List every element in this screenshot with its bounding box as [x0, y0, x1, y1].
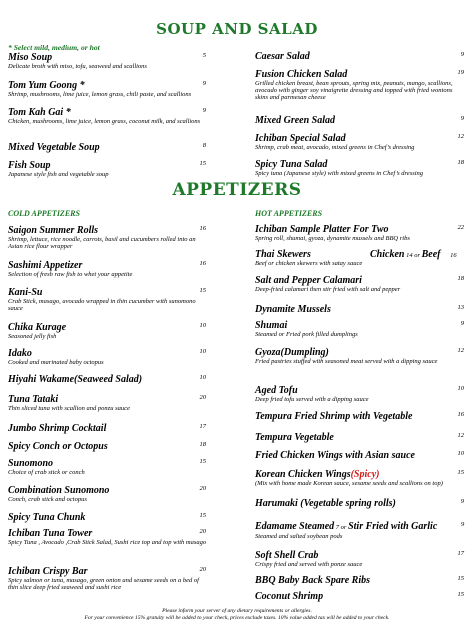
- menu-item-price: 17: [457, 550, 464, 557]
- menu-item-price: 18: [457, 159, 464, 166]
- menu-item-price: 10: [457, 385, 464, 392]
- menu-item: [8, 565, 208, 591]
- menu-item-description: Steamed or Fried pork filled dumplings: [255, 331, 358, 338]
- hot-appetizers-heading: HOT APPETIZERS: [255, 209, 323, 218]
- menu-item-price: 19: [457, 69, 464, 76]
- menu-item-price: 9: [460, 320, 464, 327]
- appetizers-title: APPETIZERS: [172, 180, 302, 200]
- menu-item-price: 10: [457, 450, 464, 457]
- menu-item-name: Fusion Chicken Salad: [255, 69, 348, 80]
- menu-item-name: Kani-Su: [8, 287, 43, 298]
- menu-item-name: Chika Kurage: [8, 322, 67, 333]
- menu-item-description: Spicy tuna (Japanese style) with mixed greens in Chef’s dressing: [255, 170, 424, 177]
- menu-item-description: Spicy salmon or tuna, masago, green onion and sesame seeds on a bed of thin slice deep fried seaweed and sushi rice: [8, 577, 199, 592]
- menu-item-name: Tempura Fried Shrimp with Vegetable: [255, 411, 413, 422]
- menu-item-price: 22: [457, 224, 464, 231]
- menu-item-name: Miso Soup: [8, 52, 53, 63]
- menu-item: [8, 51, 208, 70]
- menu-item: [8, 527, 208, 546]
- menu-item-description: Thin sliced tuna with scallion and ponzu sauce: [8, 405, 130, 412]
- menu-item-price: 17: [199, 423, 206, 430]
- menu-item-price: 12: [457, 133, 464, 140]
- menu-item-name: Spicy Tuna Chunk: [8, 512, 86, 523]
- menu-item-price: 9: [202, 80, 206, 87]
- menu-item-name: Dynamite Mussels: [255, 304, 331, 315]
- menu-item-price: 9: [460, 115, 464, 122]
- menu-item: [8, 484, 208, 503]
- menu-item-price: 20: [199, 485, 206, 492]
- menu-item: [255, 223, 465, 242]
- menu-item-name: Mixed Green Salad: [255, 115, 335, 126]
- menu-item-price: 15: [457, 575, 464, 582]
- menu-item: [255, 303, 465, 315]
- menu-item-price: 18: [457, 275, 464, 282]
- stir-fried-option: Stir Fried with Garlic: [348, 521, 438, 532]
- menu-item-price: 5: [202, 52, 206, 59]
- menu-item: [8, 106, 208, 125]
- menu-item-price: 15: [457, 591, 464, 598]
- menu-item-price: 15: [457, 469, 464, 476]
- menu-item: [8, 511, 208, 523]
- menu-item-description: Japanese style fish and vegetable soup: [8, 171, 109, 178]
- menu-item-description: Shrimp, mushrooms, lime juice, lemon grass, chili paste, and scallions: [8, 91, 192, 98]
- menu-item-price: 9: [460, 51, 464, 58]
- menu-item: [8, 159, 208, 178]
- thai-skewers-options: [370, 248, 457, 261]
- menu-item: [8, 79, 208, 98]
- menu-item-price: 10: [199, 348, 206, 355]
- menu-item-name: Tempura Vegetable: [255, 432, 334, 443]
- menu-item-name: Korean Chicken Wings: [255, 469, 351, 480]
- menu-item-name: Tom Yum Goong *: [8, 80, 85, 91]
- menu-item-price: 16: [199, 260, 206, 267]
- menu-item: [255, 68, 465, 102]
- menu-item: [8, 457, 208, 476]
- menu-item-name: Mixed Vegetable Soup: [8, 142, 100, 153]
- menu-item: [255, 248, 465, 267]
- menu-item-name: Gyoza(Dumpling): [255, 347, 329, 358]
- menu-item-description: Spicy Tuna , Avocado ,Crab Stick Salad, Sushi rice top and top with masago: [8, 539, 207, 546]
- menu-item-name: Saigon Summer Rolls: [8, 225, 99, 236]
- menu-item: [255, 431, 465, 443]
- chicken-price: 14: [404, 252, 415, 259]
- menu-item-description: Beef or chicken skewers with satay sauce: [255, 260, 363, 267]
- edamame-options: [334, 516, 437, 533]
- menu-item-price: 13: [457, 304, 464, 311]
- menu-item-description: Delicate broth with miso, tofu, seaweed and scallions: [8, 63, 147, 70]
- menu-item: [8, 347, 208, 366]
- menu-item: [8, 393, 208, 412]
- menu-item-price: 20: [199, 566, 206, 573]
- menu-item-description: (Mix with home made Korean sauce, sesame seeds and scallions on top): [255, 480, 443, 487]
- menu-item: [255, 574, 465, 586]
- menu-item: [255, 158, 465, 177]
- menu-item-price: 10: [199, 374, 206, 381]
- menu-item: [255, 549, 465, 568]
- menu-item: [255, 274, 465, 293]
- menu-item-name: Tom Kah Gai *: [8, 107, 71, 118]
- menu-item: [255, 384, 465, 403]
- menu-item-description: Cooked and marinated baby octopus: [8, 359, 104, 366]
- menu-item-name: Idako: [8, 348, 32, 359]
- menu-item-name: Thai Skewers: [255, 249, 311, 260]
- menu-item-description: Choice of crab stick or conch: [8, 469, 85, 476]
- allergy-note: Please inform your server of any dietary requirements or allergies.: [162, 608, 312, 614]
- menu-item-name: Combination Sunomono: [8, 485, 110, 496]
- menu-item: [255, 319, 465, 338]
- menu-item-name: Fried Chicken Wings with Asian sauce: [255, 450, 415, 461]
- menu-item: [255, 520, 465, 540]
- menu-item-name: Salt and Pepper Calamari: [255, 275, 362, 286]
- menu-item-price: 15: [199, 458, 206, 465]
- menu-item: [255, 410, 465, 422]
- menu-item-name: Spicy Conch or Octopus: [8, 441, 108, 452]
- menu-item-price: 12: [457, 432, 464, 439]
- menu-item: [8, 321, 208, 340]
- menu-item-name: Edamame Steamed: [255, 521, 335, 532]
- select-spice-note: * Select mild, medium, or hot: [8, 43, 100, 52]
- menu-item-name: Ichiban Crispy Bar: [8, 566, 88, 577]
- menu-item-name: Spicy Tuna Salad: [255, 159, 328, 170]
- cold-appetizers-heading: COLD APPETIZERS: [8, 209, 80, 218]
- menu-item: [255, 50, 465, 62]
- menu-item-description: Seasoned jelly fish: [8, 333, 57, 340]
- soup-and-salad-title: SOUP AND SALAD: [156, 20, 318, 38]
- beef-option: Beef: [421, 249, 441, 260]
- beef-price: 16: [448, 252, 457, 259]
- menu-item-name: Aged Tofu: [255, 385, 298, 396]
- menu-item-name: Sunomono: [8, 458, 54, 469]
- menu-item-description: Selection of fresh raw fish to whet your appetite: [8, 271, 133, 278]
- menu-item: [255, 114, 465, 126]
- menu-item-name: Tuna Tataki: [8, 394, 59, 405]
- menu-item-price: 15: [199, 160, 206, 167]
- steamed-price: 7: [334, 524, 341, 531]
- menu-item-name: Sashimi Appetizer: [8, 260, 83, 271]
- menu-item-description: Deep-fried calamari then stir fried with salt and pepper: [255, 286, 401, 293]
- menu-item-price: 15: [199, 287, 206, 294]
- menu-item-name: Coconut Shrimp: [255, 591, 324, 602]
- menu-item-name: Ichiban Special Salad: [255, 133, 346, 144]
- menu-item-name: Jumbo Shrimp Cocktail: [8, 423, 107, 434]
- menu-item-price: 12: [457, 347, 464, 354]
- menu-item-description: Chicken, mushrooms, lime juice, lemon grass, coconut milk, and scallions: [8, 118, 201, 125]
- menu-item-price: 20: [199, 394, 206, 401]
- menu-item-name: Ichiban Sample Platter For Two: [255, 224, 389, 235]
- menu-item-description: Conch, crab stick and octopus: [8, 496, 87, 503]
- menu-item: [255, 590, 465, 602]
- menu-item-description: Crab Stick, masago, avocado wrapped in thin cucumber with sunomono sauce: [8, 298, 196, 313]
- menu-item-name: Shumai: [255, 320, 288, 331]
- menu-item-description: Shrimp, lettuce, rice noodle, carrots, basil and cucumbers rolled into an Asian rice flour wrapper: [8, 236, 196, 251]
- menu-item-name: Harumaki (Vegetable spring rolls): [255, 498, 396, 509]
- menu-item-description: Grilled chicken breast, bean sprouts, spring mix, peanuts, mango, scallions, avocado with ginger soy vinaigrette dressing and topped with fried wontons skins and parmesan cheese: [255, 80, 453, 102]
- menu-item-name: Ichiban Tuna Tower: [8, 528, 93, 539]
- menu-item-price: 8: [202, 142, 206, 149]
- menu-item-name: Soft Shell Crab: [255, 550, 319, 561]
- menu-item-description: Steamed and salted soybean pods: [255, 533, 343, 540]
- menu-item-price: 16: [457, 411, 464, 418]
- menu-item: [8, 286, 208, 312]
- menu-item: [255, 468, 465, 487]
- menu-item-name: Caesar Salad: [255, 51, 310, 62]
- menu-item-description: Fried pastries stuffed with seasoned meat served with a dipping sauce: [255, 358, 438, 365]
- menu-item: [8, 440, 208, 452]
- menu-item-name: Fish Soup: [8, 160, 51, 171]
- menu-item: [8, 259, 208, 278]
- menu-item: [255, 449, 465, 461]
- menu-item-description: Crispy fried and served with ponze sauce: [255, 561, 363, 568]
- stir-fried-price: 9: [461, 521, 465, 528]
- spicy-tag: (Spicy): [350, 469, 380, 480]
- menu-item: [255, 497, 465, 509]
- menu-item-price: 9: [460, 498, 464, 505]
- menu-item-price: 18: [199, 441, 206, 448]
- menu-item-price: 16: [199, 225, 206, 232]
- menu-item-name: BBQ Baby Back Spare Ribs: [255, 575, 371, 586]
- menu-item-price: 9: [202, 107, 206, 114]
- gratuity-note: For your convenience 15% gratuity will be added to your check, prices exclude taxes. 10% value added tax will be added to your check.: [84, 615, 390, 621]
- menu-item-description: Deep fried tofu served with a dipping sauce: [255, 396, 369, 403]
- menu-item-description: Shrimp, crab meat, avocado, mixed greens in Chef’s dressing: [255, 144, 415, 151]
- menu-item-price: 10: [199, 322, 206, 329]
- or-text: or: [340, 524, 349, 531]
- menu-item: [255, 346, 465, 365]
- menu-item: [8, 373, 208, 385]
- menu-item-name: Hiyahi Wakame(Seaweed Salad): [8, 374, 143, 385]
- chicken-option: Chicken: [370, 249, 405, 260]
- menu-item-price: 15: [199, 512, 206, 519]
- menu-item: [8, 141, 208, 153]
- menu-item-price: 20: [199, 528, 206, 535]
- menu-item: [255, 132, 465, 151]
- menu-item: [8, 224, 208, 250]
- menu-item: [8, 422, 208, 434]
- menu-item-description: Spring roll, shumai, gyoza, dynamite mussels and BBQ ribs: [255, 235, 410, 242]
- or-text: or: [414, 252, 422, 259]
